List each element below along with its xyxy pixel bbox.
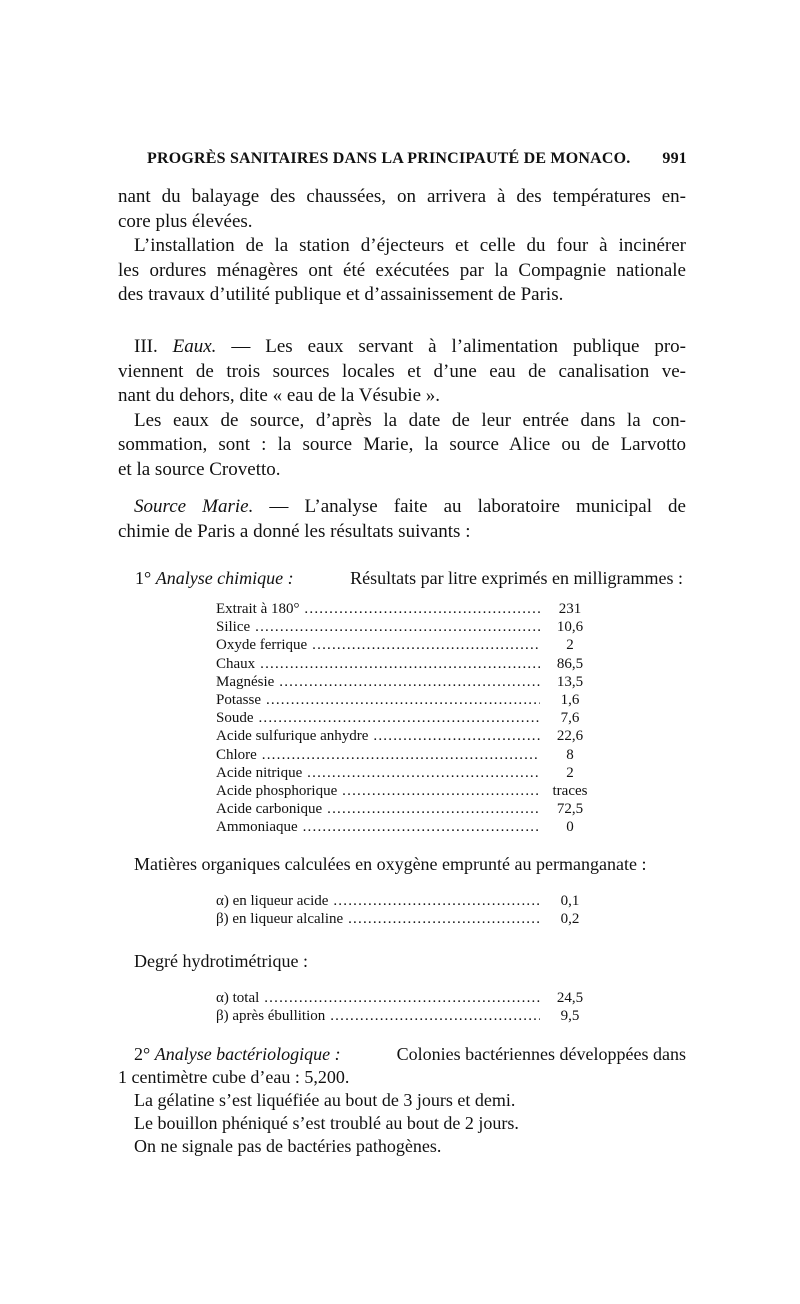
row-value: 0 [566,819,574,836]
row-value: 8 [566,746,574,763]
row-label: α) total ..... [216,989,540,1007]
text-line: nant du dehors, dite « eau de la Vésubie ». [118,385,441,406]
table-row [216,746,600,764]
table-row [216,800,600,818]
chem-prefix: 1° [135,568,152,588]
row-value: 24,5 [556,990,584,1006]
row-value: 86,5 [556,655,584,672]
row-label: α) en liqueur acide ..... [216,892,540,910]
table-row [216,782,600,800]
table-row [216,1007,600,1025]
table-row [216,892,600,910]
text-line: des travaux d’utilité publique et d’assainissement de Paris. [118,284,564,305]
chemical-analysis-table [216,600,600,837]
table-row [216,910,600,928]
row-value: 22,6 [556,728,584,745]
section-heading-line [118,335,686,360]
table-row [216,989,600,1007]
row-label: Acide carbonique ..... [216,800,540,818]
row-value: 2 [566,764,574,781]
source-title: Source Marie. [134,496,254,517]
row-value: 0,2 [560,911,580,928]
row-value: 1,6 [560,692,580,709]
row-label: β) après ébullition ..... [216,1007,540,1025]
row-label: Oxyde ferrique ..... [216,636,540,654]
text-line: et la source Crovetto. [118,458,281,480]
row-value: traces [552,783,588,800]
row-value: 231 [558,601,582,617]
bact-title: Analyse bactériologique : [154,1044,341,1064]
row-value: 13,5 [556,673,584,690]
organic-matter-heading: Matières organiques calculées en oxygène emprunté au permanganate : [134,854,647,874]
row-label: Magnésie ..... [216,673,540,691]
row-value: 9,5 [560,1008,580,1025]
bact-heading-line [118,1043,686,1066]
source-heading-line [118,495,686,520]
bact-prefix: 2° [134,1044,151,1064]
table-row [216,818,600,836]
text-line: L’installation de la station d’éjecteurs et celle du four à incinérer [134,235,686,256]
row-value: 7,6 [560,710,580,727]
table-row [216,636,600,654]
text-line: nant du balayage des chaussées, on arrivera à des températures en- [118,186,686,207]
row-label: Potasse ..... [216,691,540,709]
table-row [216,764,600,782]
row-label: Acide phosphorique ..... [216,782,540,800]
row-label: Extrait à 180° ..... [216,600,540,618]
header-title: PROGRÈS SANITAIRES DANS LA PRINCIPAUTÉ DE MONACO. [147,150,631,167]
row-label: Soude ..... [216,709,540,727]
running-header [147,150,687,168]
section-eaux [118,335,686,482]
row-label: Ammoniaque ..... [216,818,540,836]
organic-matter-table [216,892,600,928]
hydrotimetric-table [216,989,600,1025]
section-title: Eaux. [172,336,217,357]
text-line: Les eaux de source, d’après la date de leur entrée dans la con- [134,409,686,431]
row-value: 72,5 [556,801,584,818]
row-value: 10,6 [556,619,584,636]
paragraph-source-marie [118,495,686,544]
row-label: Acide nitrique ..... [216,764,540,782]
table-row [216,600,600,618]
text-line: On ne signale pas de bactéries pathogènes. [134,1136,442,1156]
text-line: chimie de Paris a donné les résultats suivants : [118,520,471,542]
table-row [216,691,600,709]
chem-heading-rest: Résultats par litre exprimés en milligrammes : [350,568,683,588]
table-row [216,709,600,727]
source-heading-rest: — L’analyse faite au laboratoire municipal de [269,496,686,517]
table-row [216,673,600,691]
chem-heading-left [135,567,294,589]
text-line: les ordures ménagères ont été exécutées par la Compagnie nationale [118,259,686,281]
section-number: III. [134,336,158,357]
table-row [216,618,600,636]
row-label: Silice ..... [216,618,540,636]
row-value: 2 [566,637,574,654]
paragraph-incinerator [118,185,686,308]
text-line: 1 centimètre cube d’eau : 5,200. [118,1067,350,1087]
row-label: Acide sulfurique anhydre ..... [216,727,540,745]
table-row [216,727,600,745]
chem-title: Analyse chimique : [155,568,294,588]
table-row [216,655,600,673]
text-line: Le bouillon phéniqué s’est troublé au bout de 2 jours. [134,1113,519,1133]
text-line: viennent de trois sources locales et d’une eau de canalisation ve- [118,360,686,382]
row-value: 0,1 [560,893,580,909]
hydrotimetric-heading: Degré hydrotimétrique : [134,951,308,971]
row-label: β) en liqueur alcaline ..... [216,910,540,928]
section-heading-rest: — Les eaux servant à l’alimentation publique pro- [231,336,686,357]
row-label: Chaux ..... [216,655,540,673]
text-line: La gélatine s’est liquéfiée au bout de 3 jours et demi. [134,1090,516,1110]
text-line: core plus élevées. [118,210,253,232]
row-label: Chlore ..... [216,746,540,764]
text-line: sommation, sont : la source Marie, la source Alice ou de Larvotto [118,434,686,455]
chemical-analysis-heading [135,567,683,589]
bact-heading-left [134,1043,341,1066]
page-number: 991 [662,150,687,167]
bacteriological-analysis [118,1043,686,1158]
bact-heading-rest: Colonies bactériennes développées dans [396,1044,686,1064]
